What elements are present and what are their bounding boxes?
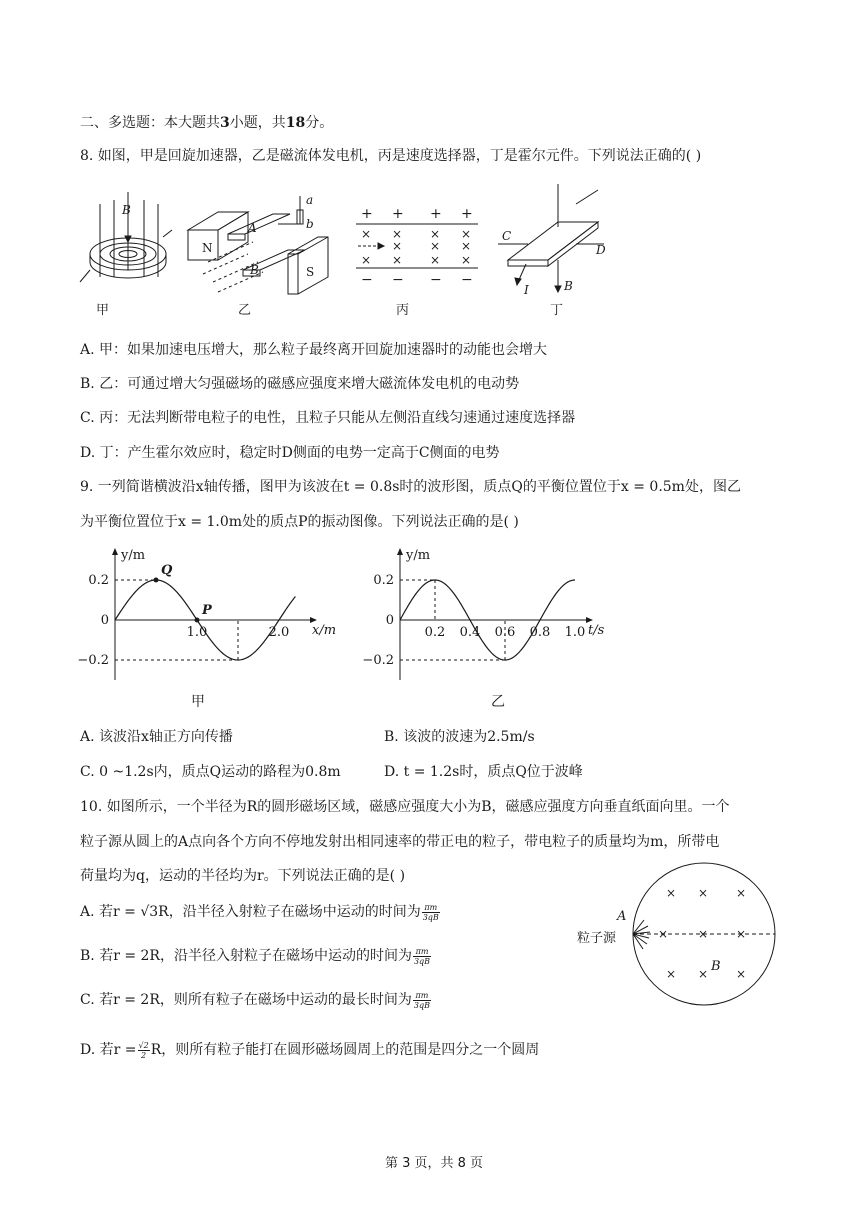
cross-r3-2: ×: [392, 253, 403, 267]
plus-2: +: [392, 206, 404, 222]
y-tick-label: −0.2: [77, 653, 109, 668]
section-suffix: 分。: [305, 115, 334, 131]
label-source: 粒子源: [577, 931, 617, 946]
q10-option-a-text: A. 若r = √3R，沿半径入射粒子在磁场中运动的时间为: [80, 904, 421, 920]
cross-r1-3: ×: [430, 227, 441, 241]
q9-option-a: A. 该波沿x轴正方向传播: [80, 729, 233, 745]
minus-3: −: [430, 272, 442, 288]
x-tick-label: 1.0: [564, 625, 586, 640]
q10-option-c-text: C. 若r = 2R，则所有粒子在磁场中运动的最长时间为: [80, 992, 412, 1008]
cross-6: ×: [736, 927, 747, 941]
q10-option-d: [80, 1040, 539, 1060]
y-axis-label: y/m: [406, 548, 431, 563]
chart-title: 乙: [491, 694, 505, 710]
y-tick-label: 0.2: [88, 573, 109, 588]
data-point-P: [195, 618, 200, 623]
q10-option-d-post: R，则所有粒子能打在圆形磁场圆周上的范围是四分之一个圆周: [150, 1042, 540, 1058]
cross-r2-1: ×: [392, 239, 403, 253]
q8-stem: 8. 如图，甲是回旋加速器，乙是磁流体发电机，丙是速度选择器，丁是霍尔元件。下列说法正确的( ): [80, 148, 702, 164]
cross-2: ×: [698, 886, 709, 900]
label-bing: 丙: [396, 303, 410, 318]
label-A-circle: A: [617, 909, 627, 924]
x-axis-label: t/s: [588, 623, 605, 638]
cross-r2-3: ×: [461, 239, 472, 253]
q8-figures: [78, 182, 498, 322]
fraction: [413, 991, 431, 1010]
velocity-selector-figure: [356, 224, 478, 268]
label-yi: 乙: [238, 303, 252, 318]
q10-line3: 荷量均为q，运动的半径均为r。下列说法正确的是( ): [80, 868, 406, 884]
q9-option-b: B. 该波的波速为2.5m/s: [384, 729, 535, 745]
cross-8: ×: [698, 967, 709, 981]
y-tick-label: 0: [385, 613, 394, 628]
q8-option-b: B. 乙：可通过增大匀强磁场的磁感应强度来增大磁流体发电机的电动势: [80, 376, 520, 392]
q10-option-d-pre: D. 若r =: [80, 1042, 137, 1058]
point-label-Q: Q: [161, 563, 173, 578]
q9-option-d: D. t = 1.2s时，质点Q位于波峰: [384, 764, 583, 780]
x-tick-label: 1.0: [186, 625, 208, 640]
q9-option-c: C. 0 ~1.2s内，质点Q运动的路程为0.8m: [80, 764, 341, 780]
label-A-yi: A: [248, 221, 257, 235]
minus-4: −: [461, 272, 473, 288]
label-D: D: [596, 243, 606, 257]
fraction: [138, 1041, 150, 1060]
y-axis-label: y/m: [121, 548, 146, 563]
label-N: N: [202, 241, 213, 255]
q10-option-c: [80, 990, 432, 1010]
cross-r1-1: ×: [361, 227, 372, 241]
section-heading: [80, 113, 333, 133]
chart-title: 甲: [191, 694, 205, 710]
q10-option-a: [80, 902, 441, 922]
q10-option-b-text: B. 若r = 2R，沿半径入射粒子在磁场中运动的时间为: [80, 948, 412, 964]
wave-chart-yi: [358, 540, 628, 710]
label-a: a: [306, 193, 314, 207]
section-mid: 小题，共: [229, 115, 286, 131]
label-I: I: [524, 283, 529, 297]
x-tick-label: 0.4: [459, 625, 481, 640]
y-axis-arrow: [112, 548, 118, 555]
cross-4: ×: [658, 927, 669, 941]
plus-1: +: [361, 206, 373, 222]
q9-line2: 为平衡位置位于x = 1.0m处的质点P的振动图像。下列说法正确的是( ): [80, 514, 519, 530]
fraction-den: 3qB: [413, 1000, 430, 1010]
cross-r2-2: ×: [430, 239, 441, 253]
x-axis-label: x/m: [312, 623, 337, 638]
minus-2: −: [392, 272, 404, 288]
cross-r3-3: ×: [430, 253, 441, 267]
magnetic-field-circle-figure: [570, 852, 780, 1024]
y-tick-label: 0: [100, 613, 109, 628]
fraction: [413, 947, 431, 966]
data-point-Q: [154, 578, 159, 583]
fraction-num: √2: [138, 1040, 149, 1050]
cross-3: ×: [736, 886, 747, 900]
hall-element-figure: [498, 182, 618, 322]
label-B-jia: B: [122, 203, 131, 217]
y-tick-label: −0.2: [362, 653, 394, 668]
fraction-num: πm: [422, 903, 440, 913]
fraction-den: 3qB: [413, 956, 431, 966]
page-footer: 第 3 页，共 8 页: [384, 1156, 484, 1171]
fraction-num: πm: [413, 991, 431, 1001]
section-prefix: 二、多选题：本大题共: [80, 115, 220, 131]
q10-option-b: [80, 946, 432, 966]
y-axis-arrow: [397, 548, 403, 555]
label-B-ding: B: [564, 279, 573, 293]
x-tick-label: 0.2: [424, 625, 446, 640]
wave-chart-jia: [70, 540, 360, 710]
label-S: S: [306, 265, 315, 279]
q10-line1: 10. 如图所示，一个半径为R的圆形磁场区域，磁感应强度大小为B，磁感应强度方向垂直纸面向里。一个: [80, 799, 730, 815]
fraction-den: 3qB: [422, 912, 439, 922]
x-tick-label: 2.0: [268, 625, 290, 640]
cross-7: ×: [666, 967, 677, 981]
section-count: 3: [220, 115, 230, 131]
x-tick-label: 0.8: [529, 625, 551, 640]
q8-option-d: D. 丁：产生霍尔效应时，稳定时D侧面的电势一定高于C侧面的电势: [80, 445, 500, 461]
fraction-num: πm: [413, 947, 431, 957]
label-ding: 丁: [550, 303, 564, 318]
label-B-yi: B: [250, 263, 259, 277]
section-score: 18: [285, 115, 306, 131]
cross-r1-2: ×: [392, 227, 403, 241]
y-tick-label: 0.2: [373, 573, 394, 588]
label-b: b: [306, 217, 314, 231]
point-label-P: P: [202, 603, 212, 618]
plus-4: +: [461, 206, 473, 222]
cross-r1-4: ×: [461, 227, 472, 241]
cross-r3-4: ×: [461, 253, 472, 267]
minus-1: −: [361, 272, 373, 288]
x-tick-label: 0.6: [494, 625, 516, 640]
label-C: C: [502, 229, 512, 243]
cross-1: ×: [666, 886, 677, 900]
label-B-circle: B: [711, 959, 721, 974]
cross-r3-1: ×: [361, 253, 372, 267]
cross-9: ×: [736, 967, 747, 981]
q10-line2: 粒子源从圆上的A点向各个方向不停地发射出相同速率的带正电的粒子，带电粒子的质量均为m，所带电: [80, 834, 720, 850]
cross-5: ×: [698, 927, 709, 941]
fraction: [422, 903, 440, 922]
q9-line1: 9. 一列简谐横波沿x轴传播，图甲为该波在t = 0.8s时的波形图，质点Q的平衡位置位于x = 0.5m处，图乙: [80, 479, 741, 495]
q8-option-a: A. 甲：如果加速电压增大，那么粒子最终离开回旋加速器时的动能也会增大: [80, 342, 548, 358]
fraction-den: 2: [141, 1050, 147, 1060]
plus-3: +: [430, 206, 442, 222]
q8-option-c: C. 丙：无法判断带电粒子的电性，且粒子只能从左侧沿直线匀速通过速度选择器: [80, 410, 576, 426]
label-jia: 甲: [96, 303, 110, 318]
